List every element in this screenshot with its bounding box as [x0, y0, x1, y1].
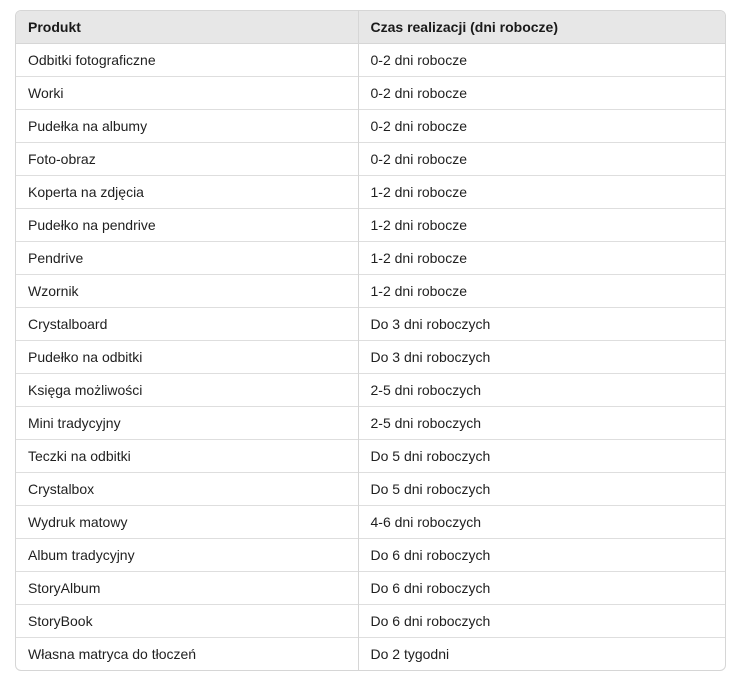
product-cell: StoryBook	[16, 604, 358, 637]
lead-time-cell: 0-2 dni robocze	[358, 109, 725, 142]
product-cell: Odbitki fotograficzne	[16, 43, 358, 76]
product-cell: Crystalbox	[16, 472, 358, 505]
product-cell: StoryAlbum	[16, 571, 358, 604]
table-row	[16, 505, 725, 538]
table-row	[16, 340, 725, 373]
table-row	[16, 406, 725, 439]
product-cell: Wzornik	[16, 274, 358, 307]
table-row	[16, 604, 725, 637]
product-cell: Teczki na odbitki	[16, 439, 358, 472]
product-cell: Mini tradycyjny	[16, 406, 358, 439]
product-cell: Crystalboard	[16, 307, 358, 340]
lead-time-cell: Do 6 dni roboczych	[358, 571, 725, 604]
product-cell: Księga możliwości	[16, 373, 358, 406]
lead-time-cell: 1-2 dni robocze	[358, 241, 725, 274]
table-row	[16, 538, 725, 571]
product-cell: Koperta na zdjęcia	[16, 175, 358, 208]
table-header-row	[16, 11, 725, 43]
lead-time-cell: 1-2 dni robocze	[358, 175, 725, 208]
table-row	[16, 472, 725, 505]
lead-time-cell: 0-2 dni robocze	[358, 142, 725, 175]
table-row	[16, 307, 725, 340]
lead-time-cell: Do 5 dni roboczych	[358, 439, 725, 472]
product-cell: Foto-obraz	[16, 142, 358, 175]
product-cell: Pudełka na albumy	[16, 109, 358, 142]
table-row	[16, 43, 725, 76]
product-cell: Własna matryca do tłoczeń	[16, 637, 358, 670]
table-row	[16, 373, 725, 406]
table-row	[16, 274, 725, 307]
product-cell: Wydruk matowy	[16, 505, 358, 538]
table-row	[16, 439, 725, 472]
product-cell: Pendrive	[16, 241, 358, 274]
lead-time-cell: 1-2 dni robocze	[358, 274, 725, 307]
table-row	[16, 208, 725, 241]
lead-time-cell: Do 3 dni roboczych	[358, 307, 725, 340]
production-time-table	[16, 11, 725, 670]
lead-time-cell: Do 2 tygodni	[358, 637, 725, 670]
table-row	[16, 241, 725, 274]
lead-time-cell: Do 3 dni roboczych	[358, 340, 725, 373]
table-row	[16, 571, 725, 604]
table-row	[16, 109, 725, 142]
production-time-table-container	[15, 10, 726, 671]
column-header-product: Produkt	[16, 11, 358, 43]
table-row	[16, 637, 725, 670]
lead-time-cell: Do 5 dni roboczych	[358, 472, 725, 505]
product-cell: Pudełko na odbitki	[16, 340, 358, 373]
lead-time-cell: 0-2 dni robocze	[358, 43, 725, 76]
product-cell: Worki	[16, 76, 358, 109]
lead-time-cell: Do 6 dni roboczych	[358, 538, 725, 571]
lead-time-cell: 2-5 dni roboczych	[358, 373, 725, 406]
column-header-lead-time: Czas realizacji (dni robocze)	[358, 11, 725, 43]
lead-time-cell: Do 6 dni roboczych	[358, 604, 725, 637]
lead-time-cell: 2-5 dni roboczych	[358, 406, 725, 439]
product-cell: Album tradycyjny	[16, 538, 358, 571]
table-row	[16, 142, 725, 175]
lead-time-cell: 1-2 dni robocze	[358, 208, 725, 241]
lead-time-cell: 4-6 dni roboczych	[358, 505, 725, 538]
lead-time-cell: 0-2 dni robocze	[358, 76, 725, 109]
table-row	[16, 175, 725, 208]
product-cell: Pudełko na pendrive	[16, 208, 358, 241]
table-row	[16, 76, 725, 109]
